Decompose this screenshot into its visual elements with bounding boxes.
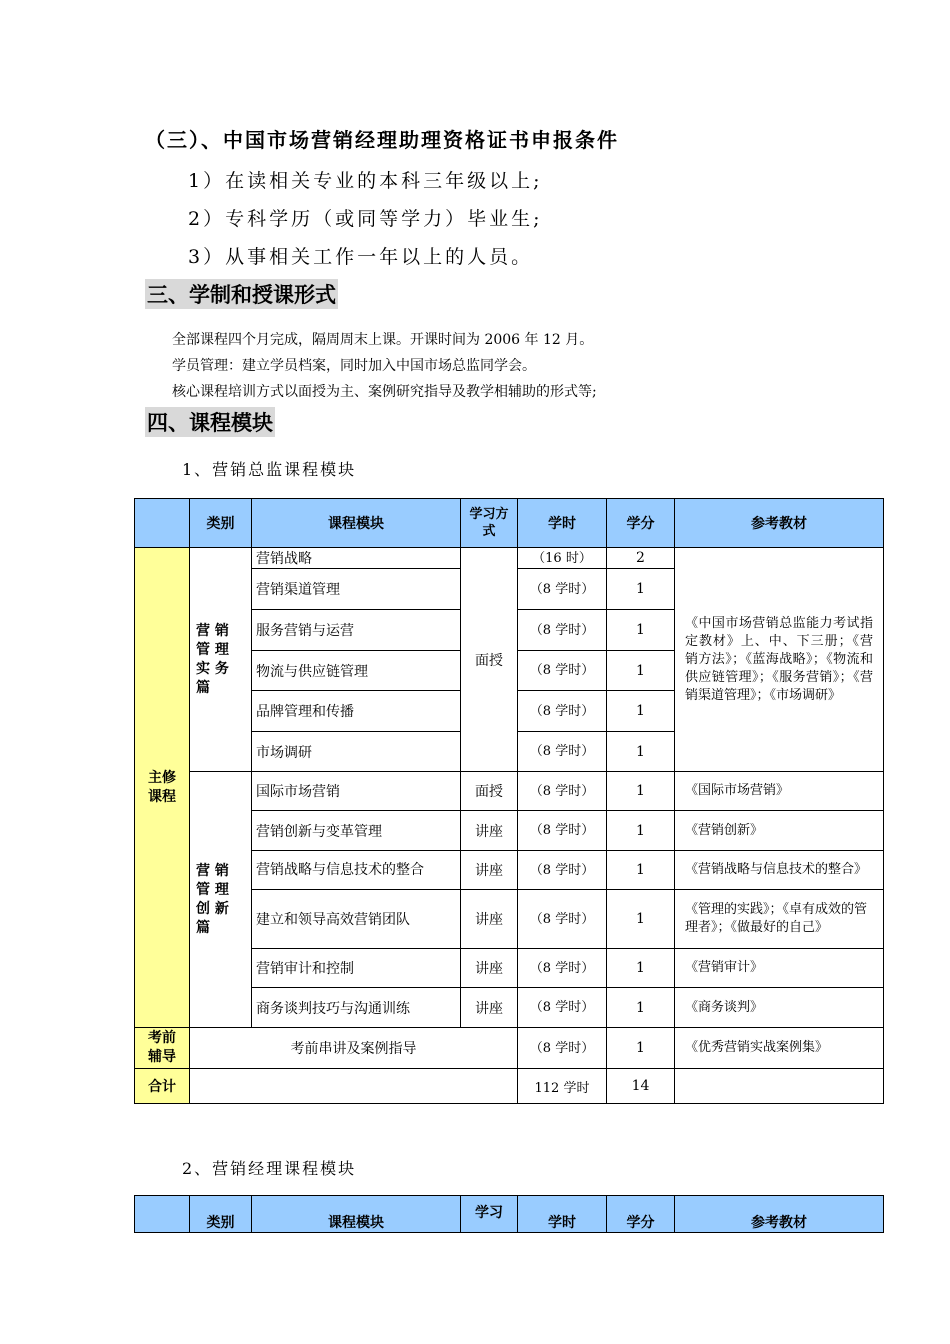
table-row [135,548,884,569]
table2-header-row [135,1196,884,1233]
course-hours: （8 学时） [518,732,607,772]
course-method: 讲座 [461,811,518,851]
course-name: 市场调研 [252,732,461,772]
header-hours: 学时 [518,499,607,548]
condition-item-1: 1）在读相关专业的本科三年级以上; [188,170,543,192]
course-method: 面授 [461,772,518,811]
group-1-label: 营 销 管 理 实 务 篇 [190,548,252,772]
course-credit: 1 [607,772,675,811]
total-credit: 14 [607,1069,675,1104]
course-method: 讲座 [461,949,518,988]
course-hours: （8 学时） [518,772,607,811]
section-3-paragraph-3: 核心课程培训方式以面授为主、案例研究指导及教学相辅助的形式等; [172,384,597,400]
course-name: 营销渠道管理 [252,569,461,610]
header-hours-label: 学时 [548,1215,576,1231]
course-hours: （8 学时） [518,949,607,988]
prep-reference: 《优秀营销实战案例集》 [675,1028,884,1069]
conditions-heading: （三）、中国市场营销经理助理资格证书申报条件 [145,128,619,152]
header-category-label: 类别 [206,1215,235,1231]
course-method: 讲座 [461,851,518,890]
section-3-title: 三、学制和授课形式 [145,279,338,309]
course-table-marketing-manager [134,1195,884,1233]
course-credit: 1 [607,890,675,949]
total-label: 合计 [135,1069,190,1104]
course-name: 品牌管理和传播 [252,691,461,732]
course-reference: 《商务谈判》 [675,988,884,1028]
prep-hours: （8 学时） [518,1028,607,1069]
header-reference-label: 参考教材 [751,1215,807,1231]
section-3-paragraph-2: 学员管理：建立学员档案，同时加入中国市场总监同学会。 [172,358,536,374]
table-header-row [135,499,884,548]
course-name: 服务营销与运营 [252,610,461,651]
course-name: 营销战略 [252,548,461,569]
main-course-label: 主修课程 [135,548,190,1028]
table-row-prep [135,1028,884,1069]
course-method: 讲座 [461,890,518,949]
total-reference-blank [675,1069,884,1104]
course-credit: 1 [607,851,675,890]
course-hours: （8 学时） [518,651,607,691]
course-name: 物流与供应链管理 [252,651,461,691]
course-reference: 《营销审计》 [675,949,884,988]
header-category: 类别 [190,499,252,548]
prep-course-name: 考前串讲及案例指导 [190,1028,518,1069]
course-hours: （8 学时） [518,988,607,1028]
header-credit: 学分 [607,499,675,548]
course-name: 营销创新与变革管理 [252,811,461,851]
course-credit: 1 [607,988,675,1028]
course-credit: 2 [607,548,675,569]
header-category [190,1196,252,1233]
header-module [252,1196,461,1233]
header-reference: 参考教材 [675,499,884,548]
module-1-title: 1、营销总监课程模块 [182,460,357,479]
table-row [135,772,884,811]
group-2-label: 营 销 管 理 创 新 篇 [190,772,252,1028]
course-reference: 《国际市场营销》 [675,772,884,811]
section-4-title: 四、课程模块 [145,407,275,437]
header-credit-label: 学分 [626,1215,655,1231]
prep-label: 考前辅导 [135,1028,190,1069]
course-hours: （16 时） [518,548,607,569]
section-3-paragraph-1: 全部课程四个月完成，隔周周末上课。开课时间为 2006 年 12 月。 [172,332,594,348]
condition-item-2: 2）专科学历（或同等学力）毕业生; [188,208,543,230]
header-method [461,1196,518,1233]
condition-item-3: 3）从事相关工作一年以上的人员。 [188,246,534,268]
group-1-method: 面授 [461,548,518,772]
header-hours [518,1196,607,1233]
course-reference: 《营销战略与信息技术的整合》 [675,851,884,890]
course-hours: （8 学时） [518,890,607,949]
course-hours: （8 学时） [518,610,607,651]
course-credit: 1 [607,949,675,988]
course-hours: （8 学时） [518,569,607,610]
course-hours: （8 学时） [518,691,607,732]
header-method-label: 学习 [475,1205,503,1221]
course-name: 国际市场营销 [252,772,461,811]
total-hours: 112 学时 [518,1069,607,1104]
header-reference [675,1196,884,1233]
header-blank [135,499,190,548]
header-credit [607,1196,675,1233]
header-blank [135,1196,190,1233]
module-2-title: 2、营销经理课程模块 [182,1159,357,1178]
course-reference: 《营销创新》 [675,811,884,851]
group-1-reference: 《中国市场营销总监能力考试指定教材》上、中、下三册；《营销方法》；《蓝海战略》；《物流和供应链管理》；《服务营销》；《营销渠道管理》；《市场调研》 [675,548,884,772]
course-hours: （8 学时） [518,811,607,851]
table-row-total [135,1069,884,1104]
course-name: 商务谈判技巧与沟通训练 [252,988,461,1028]
course-credit: 1 [607,811,675,851]
total-blank [190,1069,518,1104]
course-name: 建立和领导高效营销团队 [252,890,461,949]
header-method: 学习方式 [461,499,518,548]
course-credit: 1 [607,651,675,691]
course-credit: 1 [607,732,675,772]
course-credit: 1 [607,691,675,732]
course-table-marketing-director [134,498,884,1104]
prep-credit: 1 [607,1028,675,1069]
header-module: 课程模块 [252,499,461,548]
course-credit: 1 [607,610,675,651]
course-credit: 1 [607,569,675,610]
course-name: 营销战略与信息技术的整合 [252,851,461,890]
header-module-label: 课程模块 [328,1215,384,1231]
course-method: 讲座 [461,988,518,1028]
course-hours: （8 学时） [518,851,607,890]
course-name: 营销审计和控制 [252,949,461,988]
course-reference: 《管理的实践》；《卓有成效的管理者》；《做最好的自己》 [675,890,884,949]
